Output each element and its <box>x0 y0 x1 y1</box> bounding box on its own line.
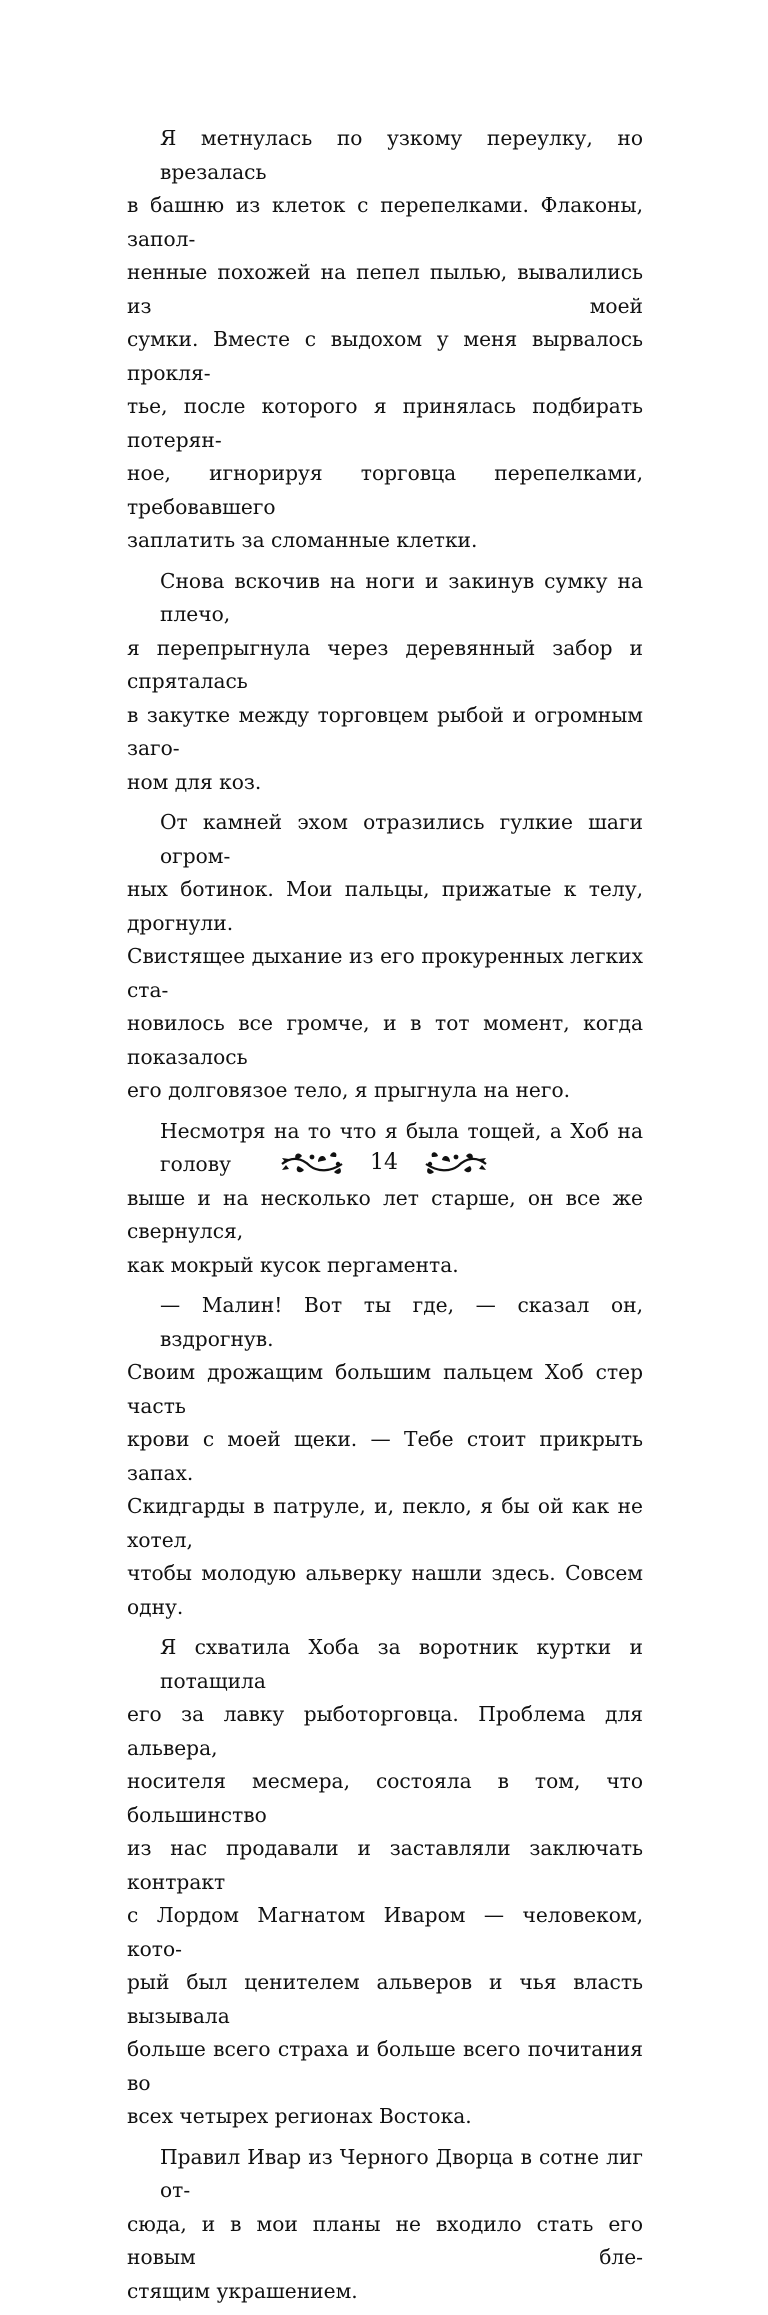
text-line: из нас продавали и заставляли заключать контракт <box>127 1836 643 1894</box>
text-line: Я схватила Хоба за воротник куртки и потащила <box>160 1635 643 1693</box>
text-line: заплатить за сломанные клетки. <box>127 528 478 552</box>
text-line: стящим украшением. <box>127 2278 358 2303</box>
paragraph <box>127 2141 643 2309</box>
text-line: ное, игнорируя торговца перепелками, требовавшего <box>127 461 643 519</box>
text-line: Своим дрожащим большим пальцем Хоб стер часть <box>127 1360 643 1418</box>
text-line: носителя месмера, состояла в том, что большинство <box>127 1769 643 1827</box>
text-line: ненные похожей на пепел пылью, вывалились из моей <box>127 260 643 318</box>
text-line: Я метнулась по узкому переулку, но врезалась <box>160 126 643 184</box>
paragraph <box>127 1631 643 2134</box>
text-line: в башню из клеток с перепелками. Флаконы, запол- <box>127 193 643 251</box>
text-line: как мокрый кусок пергамента. <box>127 1252 459 1277</box>
paragraph <box>127 122 643 558</box>
text-line: тье, после которого я принялась подбирать потерян- <box>127 394 643 452</box>
text-line: Свистящее дыхание из его прокуренных легких ста- <box>127 944 643 1002</box>
text-line: рый был ценителем альверов и чья власть вызывала <box>127 1970 643 2028</box>
text-line: сумки. Вместе с выдохом у меня вырвалось прокля- <box>127 327 643 385</box>
text-line: — Малин! Вот ты где, — сказал он, вздрогнув. <box>160 1293 643 1351</box>
floral-ornament-icon <box>420 1146 490 1180</box>
text-line: в закутке между торговцем рыбой и огромным заго- <box>127 702 643 760</box>
text-line: крови с моей щеки. — Тебе стоит прикрыть запах. <box>127 1427 643 1485</box>
text-line: Правил Ивар из Черного Дворца в сотне лиг от- <box>160 2144 643 2202</box>
body-text <box>127 122 643 2315</box>
floral-ornament-icon <box>278 1146 348 1180</box>
text-line: Скидгарды в патруле, и, пекло, я бы ой как не хотел, <box>127 1494 643 1552</box>
text-line: Несмотря на то что я была тощей, а Хоб на голову <box>160 1118 643 1176</box>
page-footer <box>0 1143 768 1183</box>
paragraph <box>127 806 643 1108</box>
text-line: ных ботинок. Мои пальцы, прижатые к телу, дрогнули. <box>127 877 643 935</box>
text-line: новилось все громче, и в тот момент, когда показалось <box>127 1011 643 1069</box>
text-line: ном для коз. <box>127 769 262 794</box>
text-line: я перепрыгнула через деревянный забор и спряталась <box>127 635 643 693</box>
text-line: От камней эхом отразились гулкие шаги огром- <box>160 810 643 868</box>
page-number: 14 <box>370 1150 398 1175</box>
paragraph <box>127 1289 643 1624</box>
text-line: его за лавку рыботорговца. Проблема для альвера, <box>127 1702 643 1760</box>
paragraph <box>127 565 643 800</box>
paragraph <box>127 1115 643 1283</box>
text-line: Снова вскочив на ноги и закинув сумку на плечо, <box>160 568 643 626</box>
text-line: выше и на несколько лет старше, он все же свернулся, <box>127 1185 643 1243</box>
text-line: всех четырех регионах Востока. <box>127 2104 472 2128</box>
text-line: с Лордом Магнатом Иваром — человеком, кото- <box>127 1903 643 1961</box>
text-line: больше всего страха и больше всего почитания во <box>127 2037 643 2095</box>
text-line: сюда, и в мои планы не входило стать его новым бле- <box>127 2211 643 2269</box>
text-line: его долговязое тело, я прыгнула на него. <box>127 1078 571 1102</box>
text-line: чтобы молодую альверку нашли здесь. Совсем одну. <box>127 1561 643 1619</box>
